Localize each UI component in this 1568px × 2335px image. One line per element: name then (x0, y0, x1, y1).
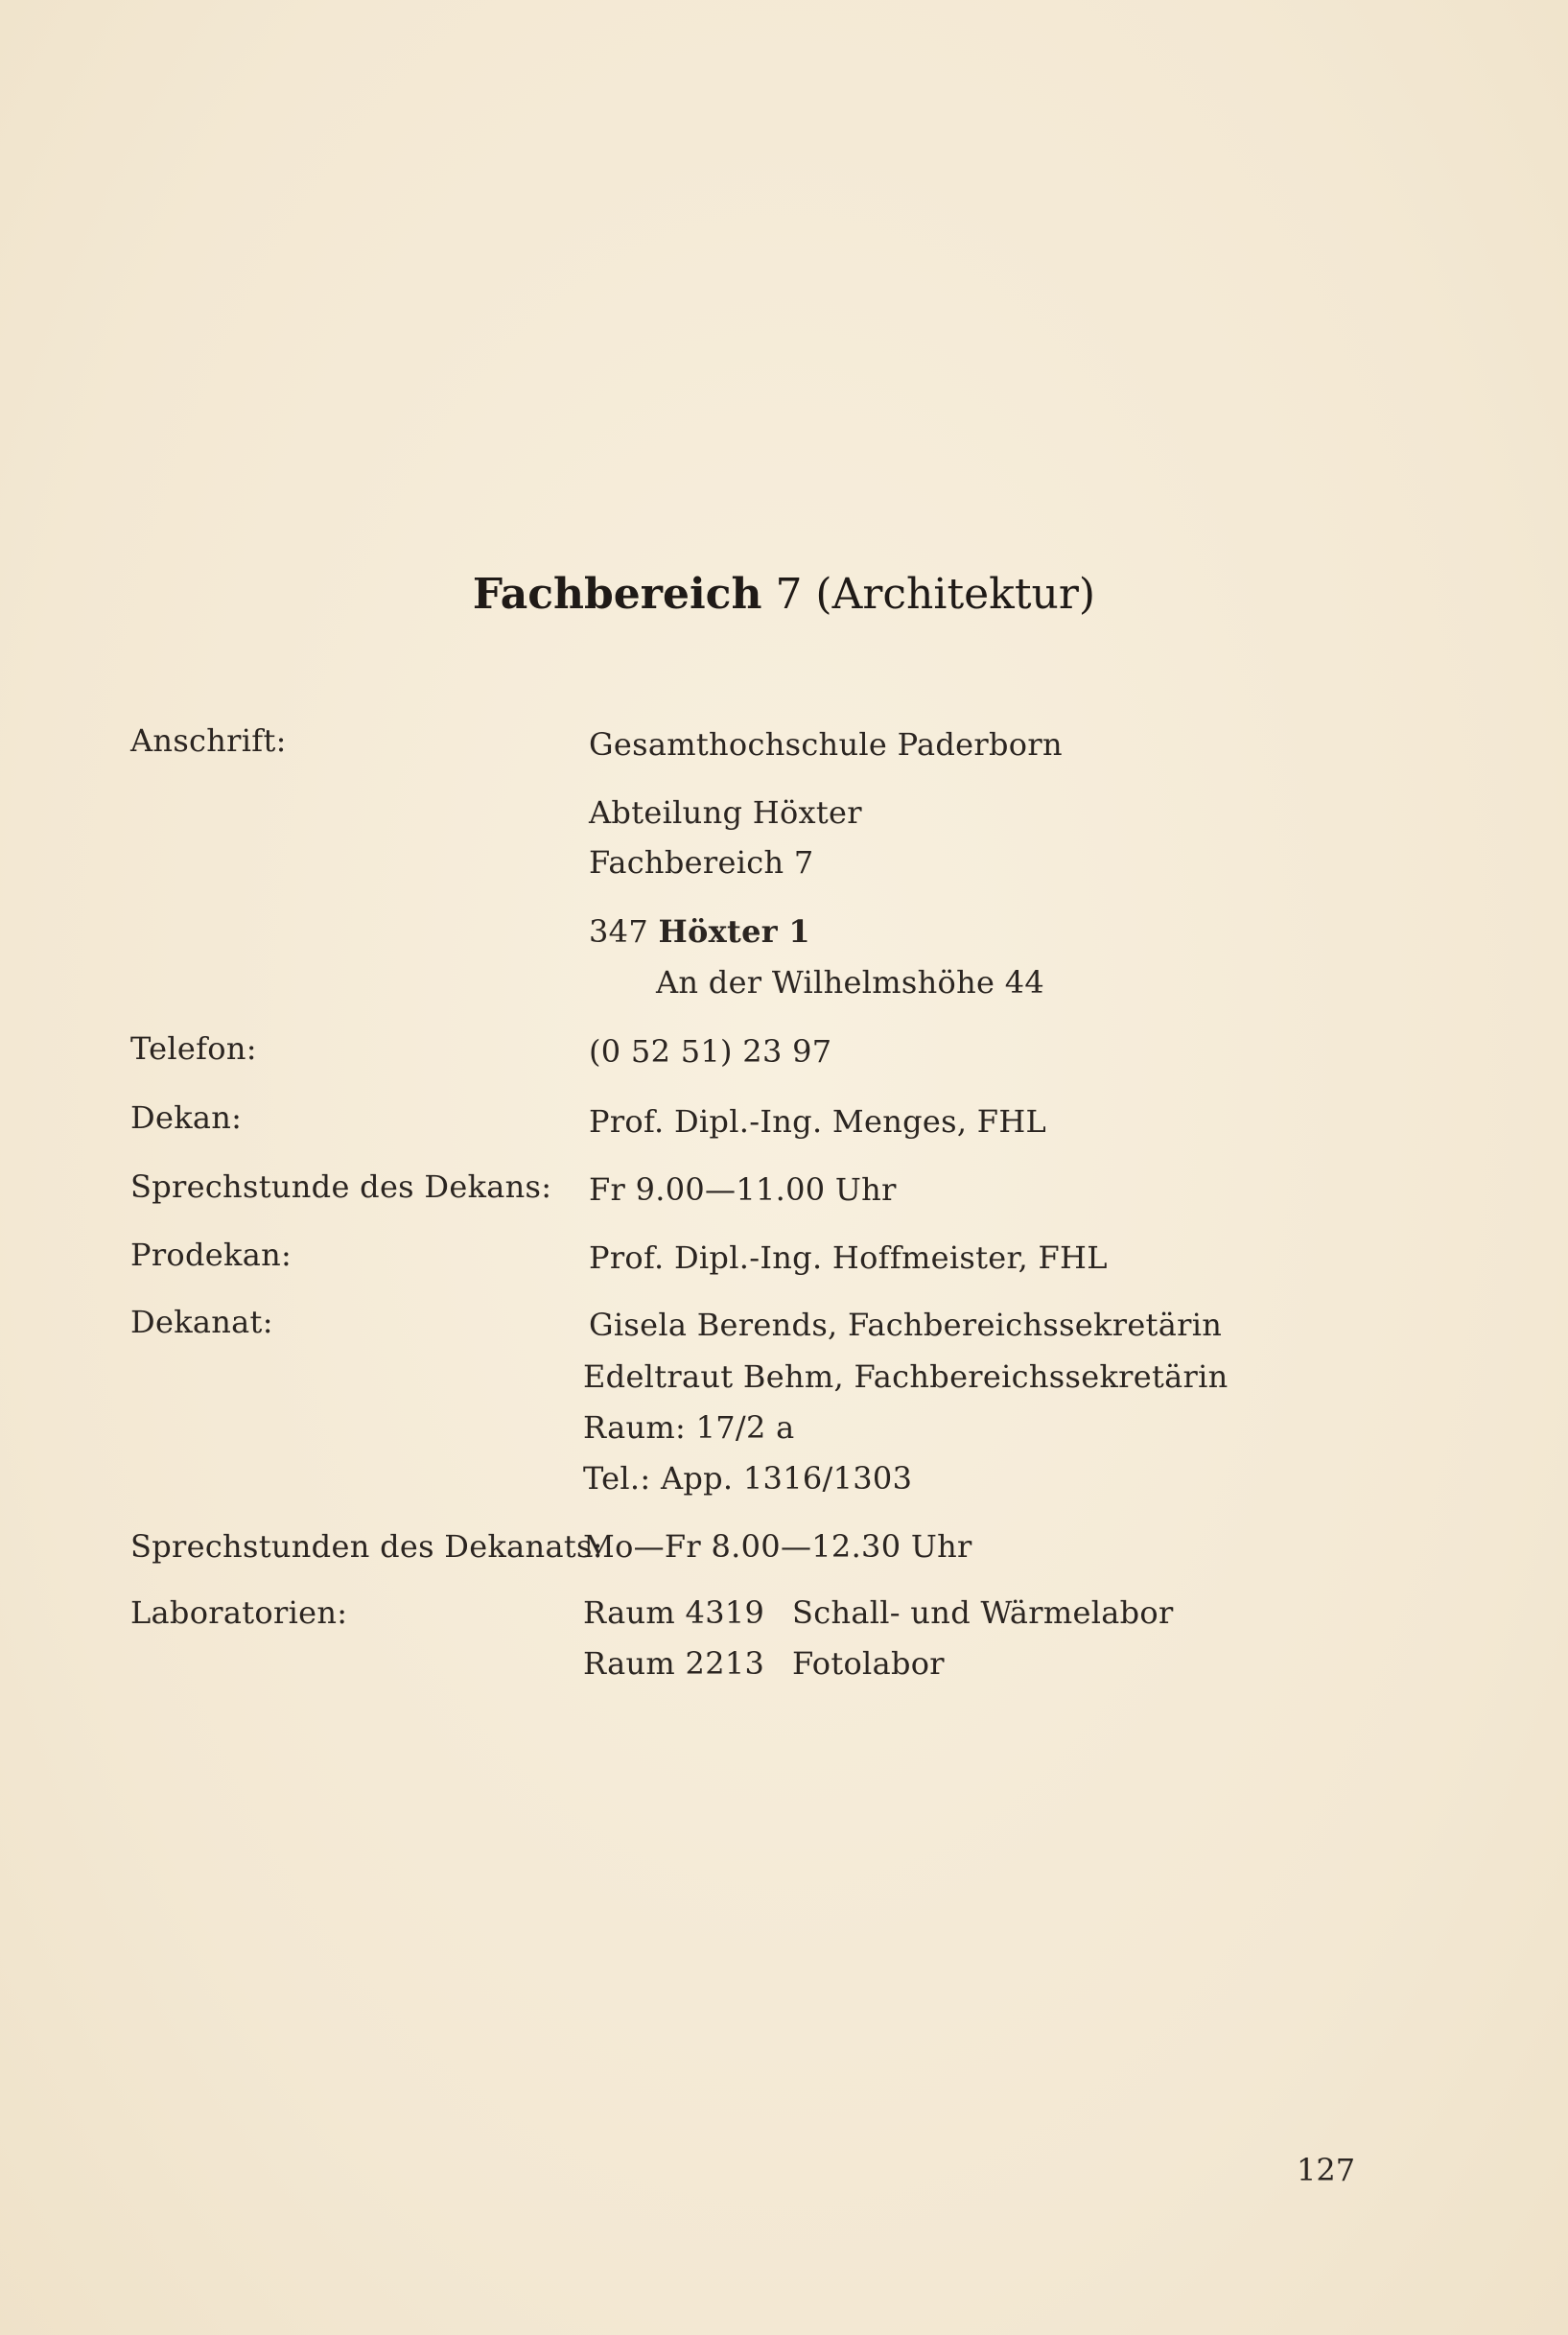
anschrift-plz: 347 (589, 913, 659, 950)
label-anschrift: Anschrift: (130, 722, 287, 759)
lab-room: Raum 4319 (583, 1594, 765, 1631)
anschrift-line-3: Fachbereich 7 (589, 844, 814, 881)
title-rest: 7 (Architektur) (761, 570, 1096, 619)
label-sprechstunden-dekanat: Sprechstunden des Dekanats: (130, 1528, 603, 1565)
label-prodekan: Prodekan: (130, 1237, 293, 1273)
lab-name: Schall- und Wärmelabor (792, 1594, 1174, 1631)
sprechstunden-dekanat-value: Mo—Fr 8.00—12.30 Uhr (583, 1528, 972, 1565)
dekanat-line-4: Tel.: App. 1316/1303 (583, 1460, 913, 1497)
prodekan-value: Prof. Dipl.-Ing. Hoffmeister, FHL (589, 1239, 1108, 1276)
lab-name: Fotolabor (792, 1645, 945, 1682)
label-dekan: Dekan: (130, 1099, 243, 1136)
anschrift-line-2: Abteilung Höxter (589, 794, 862, 831)
anschrift-line-1: Gesamthochschule Paderborn (589, 726, 1063, 763)
page-number: 127 (1297, 2152, 1356, 2188)
dekanat-line-1: Gisela Berends, Fachbereichssekretärin (589, 1307, 1223, 1343)
title-bold: Fachbereich (472, 570, 762, 619)
label-laboratorien: Laboratorien: (130, 1594, 348, 1631)
anschrift-ort: Höxter 1 (658, 913, 810, 950)
sprechstunde-dekan-value: Fr 9.00—11.00 Uhr (589, 1171, 897, 1208)
label-sprechstunde-dekan: Sprechstunde des Dekans: (130, 1168, 552, 1205)
lab-room: Raum 2213 (583, 1645, 765, 1682)
dekanat-line-2: Edeltraut Behm, Fachbereichssekretärin (583, 1358, 1229, 1395)
label-telefon: Telefon: (130, 1030, 257, 1067)
dekanat-line-3: Raum: 17/2 a (583, 1409, 795, 1446)
anschrift-line-5: An der Wilhelmshöhe 44 (656, 964, 1045, 1001)
label-dekanat: Dekanat: (130, 1304, 273, 1340)
telefon-value: (0 52 51) 23 97 (589, 1033, 832, 1070)
page-title (0, 568, 1568, 622)
dekan-value: Prof. Dipl.-Ing. Menges, FHL (589, 1103, 1047, 1140)
anschrift-line-4 (589, 912, 810, 951)
